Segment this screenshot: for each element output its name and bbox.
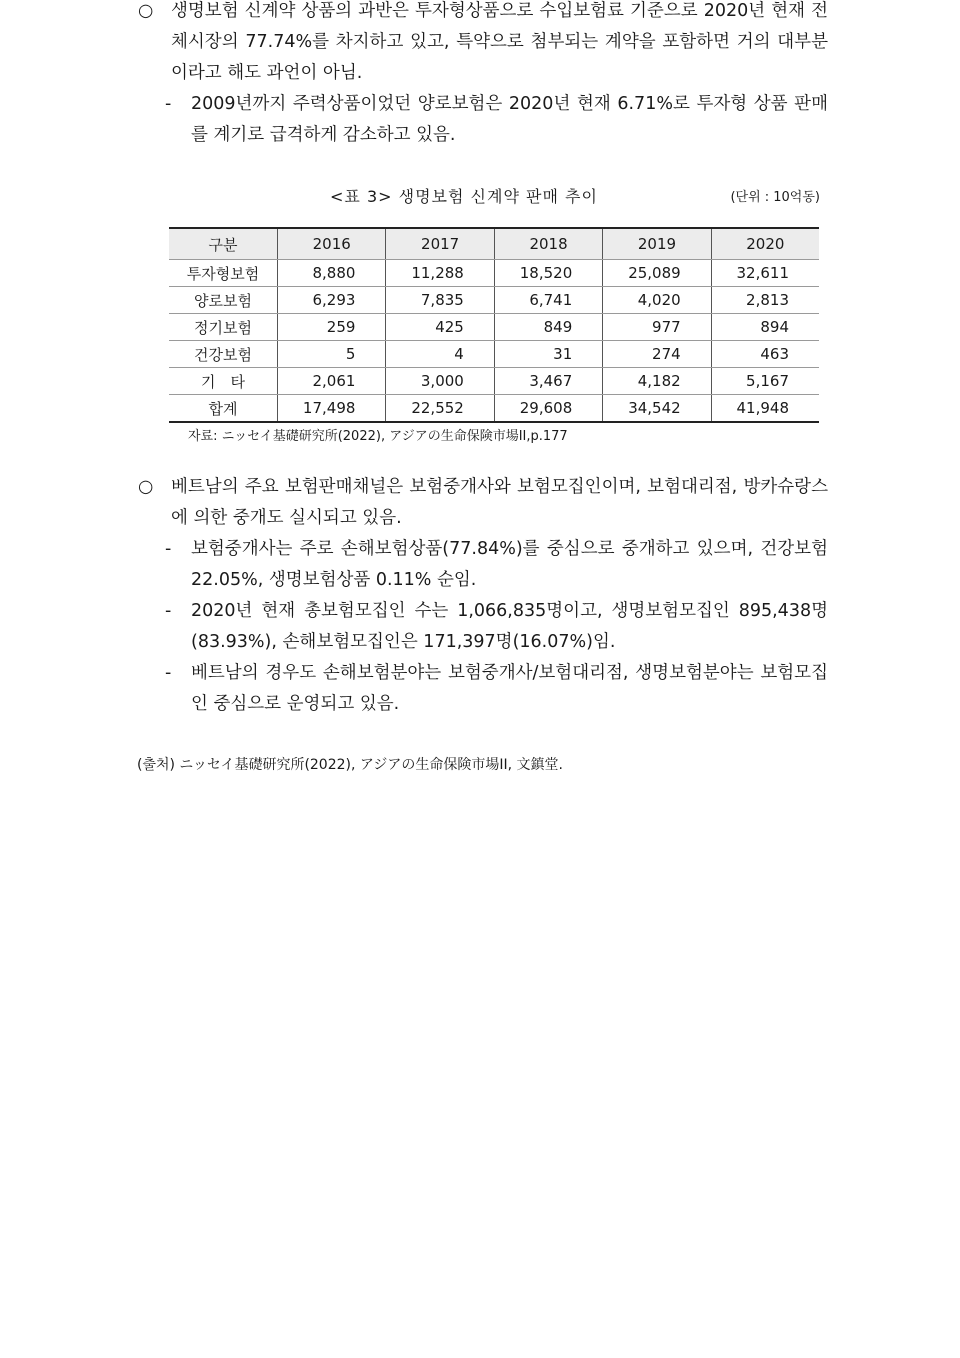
row-label: 투자형보험 (169, 260, 278, 287)
table-cell: 4 (386, 341, 494, 368)
row-label: 기 타 (169, 368, 278, 395)
sales-trend-table (169, 227, 819, 423)
table-cell: 25,089 (603, 260, 711, 287)
table-row (169, 341, 819, 368)
table-cell: 274 (603, 341, 711, 368)
section1-bullet-1 (165, 89, 828, 151)
table-caption (170, 184, 820, 208)
table-source: 자료: ニッセイ基礎研究所(2022), アジアの生命保険市場II,p.177 (188, 429, 568, 444)
section1-bullet-1-text: 2009년까지 주력상품이었던 양로보험은 2020년 현재 6.71%로 투자형 상품 판매를 계기로 급격하게 감소하고 있음. (191, 94, 828, 145)
table-cell: 31 (494, 341, 602, 368)
table-cell: 463 (711, 341, 819, 368)
table-unit: (단위 : 10억동) (730, 190, 820, 205)
table-cell: 22,552 (386, 395, 494, 423)
section2-bullet-1-text: 보험중개사는 주로 손해보험상품(77.84%)를 중심으로 중개하고 있으며, 건강보험 22.05%, 생명보험상품 0.11% 순임. (191, 539, 828, 590)
table-row (169, 287, 819, 314)
dash-bullet-icon: - (165, 663, 172, 683)
table-cell: 17,498 (278, 395, 386, 423)
header-year: 2017 (386, 228, 494, 260)
header-year: 2020 (711, 228, 819, 260)
header-category: 구분 (169, 228, 278, 260)
section2-bullet-2 (165, 596, 828, 658)
header-year: 2016 (278, 228, 386, 260)
table-header-row (169, 228, 819, 260)
table-row (169, 314, 819, 341)
circle-bullet-icon: ○ (138, 1, 154, 21)
table-row (169, 260, 819, 287)
table-cell: 849 (494, 314, 602, 341)
table-cell: 3,467 (494, 368, 602, 395)
row-label: 건강보험 (169, 341, 278, 368)
dash-bullet-icon: - (165, 94, 172, 114)
table-cell: 894 (711, 314, 819, 341)
table-cell: 41,948 (711, 395, 819, 423)
header-year: 2019 (603, 228, 711, 260)
table-cell: 34,542 (603, 395, 711, 423)
table-cell: 5 (278, 341, 386, 368)
table-cell: 7,835 (386, 287, 494, 314)
row-label: 양로보험 (169, 287, 278, 314)
circle-bullet-icon: ○ (138, 477, 154, 497)
table-cell: 977 (603, 314, 711, 341)
row-label: 합계 (169, 395, 278, 423)
table-cell: 4,020 (603, 287, 711, 314)
table-cell: 2,061 (278, 368, 386, 395)
dash-bullet-icon: - (165, 601, 172, 621)
table-cell: 3,000 (386, 368, 494, 395)
section2-bullet-2-text: 2020년 현재 총보험모집인 수는 1,066,835명이고, 생명보험모집인 895,438명(83.93%), 손해보험모집인은 171,397명(16.07%)임. (191, 601, 828, 652)
section2-bullet-3 (165, 658, 828, 720)
section2-paragraph (138, 472, 828, 534)
table-cell: 6,293 (278, 287, 386, 314)
table-cell: 8,880 (278, 260, 386, 287)
table-total-row (169, 395, 819, 423)
row-label: 정기보험 (169, 314, 278, 341)
section1-paragraph (138, 0, 828, 89)
table-row (169, 368, 819, 395)
section2-text: 베트남의 주요 보험판매채널은 보험중개사와 보험모집인이며, 보험대리점, 방카슈랑스에 의한 중개도 실시되고 있음. (171, 477, 828, 528)
table-cell: 259 (278, 314, 386, 341)
table-cell: 4,182 (603, 368, 711, 395)
table-title: <표 3> 생명보험 신계약 판매 추이 (330, 187, 598, 206)
table-cell: 5,167 (711, 368, 819, 395)
section2-bullet-1 (165, 534, 828, 596)
table-cell: 2,813 (711, 287, 819, 314)
table-cell: 29,608 (494, 395, 602, 423)
table-cell: 11,288 (386, 260, 494, 287)
table-cell: 18,520 (494, 260, 602, 287)
header-year: 2018 (494, 228, 602, 260)
section1-text: 생명보험 신계약 상품의 과반은 투자형상품으로 수입보험료 기준으로 2020년 현재 전체시장의 77.74%를 차지하고 있고, 특약으로 첨부되는 계약을 포함하면 거의 대부분이라고 해도 과언이 아님. (171, 1, 828, 83)
footnote-source: (출처) ニッセイ基礎研究所(2022), アジアの生命保険市場II, 文鎮堂. (137, 757, 563, 773)
table-cell: 6,741 (494, 287, 602, 314)
table-cell: 425 (386, 314, 494, 341)
table-cell: 32,611 (711, 260, 819, 287)
section2-bullet-3-text: 베트남의 경우도 손해보험분야는 보험중개사/보험대리점, 생명보험분야는 보험모집인 중심으로 운영되고 있음. (191, 663, 828, 714)
dash-bullet-icon: - (165, 539, 172, 559)
